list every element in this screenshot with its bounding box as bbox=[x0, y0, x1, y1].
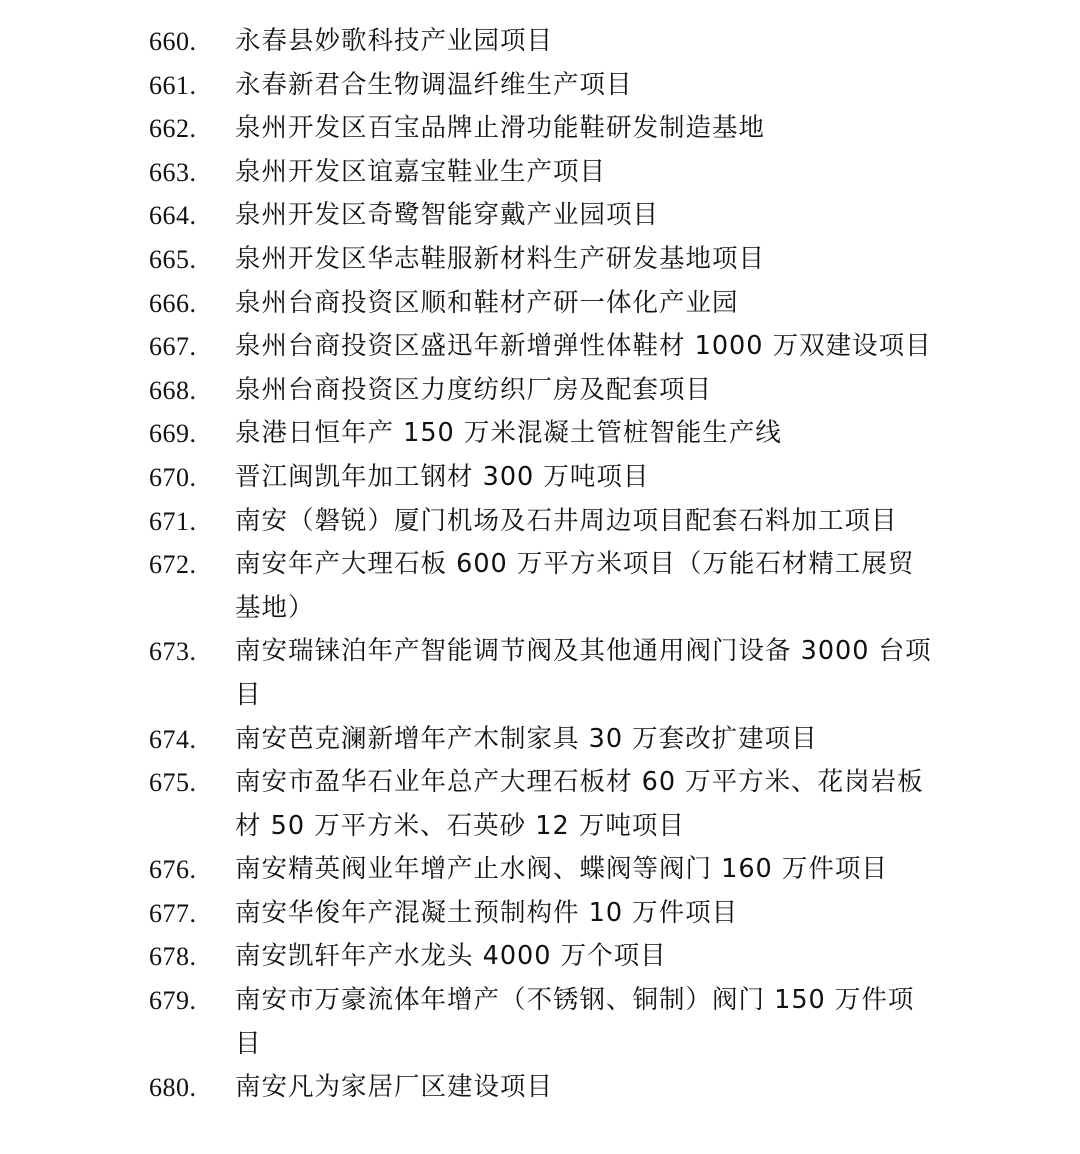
item-text: 南安瑞铼泊年产智能调节阀及其他通用阀门设备 3000 台项目 bbox=[235, 636, 932, 710]
item-text: 泉港日恒年产 150 万米混凝土管桩智能生产线 bbox=[235, 418, 782, 449]
item-number: 663. bbox=[149, 157, 197, 187]
item-number: 670. bbox=[149, 462, 197, 492]
item-text: 泉州台商投资区顺和鞋材产研一体化产业园 bbox=[235, 287, 739, 318]
list-item bbox=[0, 892, 1080, 936]
item-number: 677. bbox=[149, 898, 197, 928]
item-number: 679. bbox=[149, 986, 197, 1016]
item-text: 南安年产大理石板 600 万平方米项目（万能石材精工展贸基地） bbox=[235, 549, 915, 623]
list-item bbox=[0, 979, 1080, 1066]
item-text: 南安华俊年产混凝土预制构件 10 万件项目 bbox=[235, 897, 739, 928]
item-text: 泉州开发区奇鹭智能穿戴产业园项目 bbox=[235, 200, 660, 231]
item-number: 661. bbox=[149, 70, 197, 100]
item-text: 泉州台商投资区盛迅年新增弹性体鞋材 1000 万双建设项目 bbox=[235, 331, 932, 362]
list-item bbox=[0, 412, 1080, 456]
list-item bbox=[0, 456, 1080, 500]
item-text: 南安市万豪流体年增产（不锈钢、铜制）阀门 150 万件项目 bbox=[235, 985, 915, 1059]
item-number: 672. bbox=[149, 550, 197, 580]
item-text: 南安芭克澜新增年产木制家具 30 万套改扩建项目 bbox=[235, 723, 818, 754]
item-number: 675. bbox=[149, 768, 197, 798]
item-number: 662. bbox=[149, 114, 197, 144]
item-text: 南安凯轩年产水龙头 4000 万个项目 bbox=[235, 941, 667, 972]
item-number: 674. bbox=[149, 724, 197, 754]
item-number: 667. bbox=[149, 332, 197, 362]
list-item bbox=[0, 20, 1080, 64]
list-item bbox=[0, 500, 1080, 544]
item-text: 南安（磐锐）厦门机场及石井周边项目配套石料加工项目 bbox=[235, 505, 898, 536]
item-number: 678. bbox=[149, 942, 197, 972]
item-text: 永春新君合生物调温纤维生产项目 bbox=[235, 69, 633, 100]
list-item bbox=[0, 848, 1080, 892]
item-number: 669. bbox=[149, 419, 197, 449]
list-item bbox=[0, 935, 1080, 979]
item-text: 南安市盈华石业年总产大理石板材 60 万平方米、花岗岩板材 50 万平方米、石英砂 12 万吨项目 bbox=[235, 767, 924, 841]
list-item bbox=[0, 282, 1080, 326]
item-number: 666. bbox=[149, 288, 197, 318]
item-number: 676. bbox=[149, 855, 197, 885]
list-item bbox=[0, 151, 1080, 195]
project-list bbox=[0, 20, 1080, 1110]
item-text: 泉州开发区华志鞋服新材料生产研发基地项目 bbox=[235, 243, 766, 274]
list-item bbox=[0, 369, 1080, 413]
list-item bbox=[0, 107, 1080, 151]
list-item bbox=[0, 194, 1080, 238]
item-number: 668. bbox=[149, 375, 197, 405]
item-text: 泉州开发区百宝品牌止滑功能鞋研发制造基地 bbox=[235, 113, 766, 144]
item-text: 泉州台商投资区力度纺织厂房及配套项目 bbox=[235, 374, 713, 405]
list-item bbox=[0, 761, 1080, 848]
item-text: 晋江闽凯年加工钢材 300 万吨项目 bbox=[235, 461, 650, 492]
item-text: 南安精英阀业年增产止水阀、蝶阀等阀门 160 万件项目 bbox=[235, 854, 888, 885]
item-number: 664. bbox=[149, 201, 197, 231]
item-text: 永春县妙歌科技产业园项目 bbox=[235, 26, 554, 56]
list-item bbox=[0, 1066, 1080, 1110]
list-item bbox=[0, 325, 1080, 369]
list-item bbox=[0, 64, 1080, 108]
item-text: 南安凡为家居厂区建设项目 bbox=[235, 1072, 554, 1103]
item-number: 680. bbox=[149, 1073, 197, 1103]
list-item bbox=[0, 238, 1080, 282]
list-item bbox=[0, 718, 1080, 762]
item-text: 泉州开发区谊嘉宝鞋业生产项目 bbox=[235, 156, 607, 187]
item-number: 660. bbox=[149, 27, 197, 56]
list-item bbox=[0, 630, 1080, 717]
item-number: 673. bbox=[149, 637, 197, 667]
list-item bbox=[0, 543, 1080, 630]
item-number: 671. bbox=[149, 506, 197, 536]
item-number: 665. bbox=[149, 244, 197, 274]
